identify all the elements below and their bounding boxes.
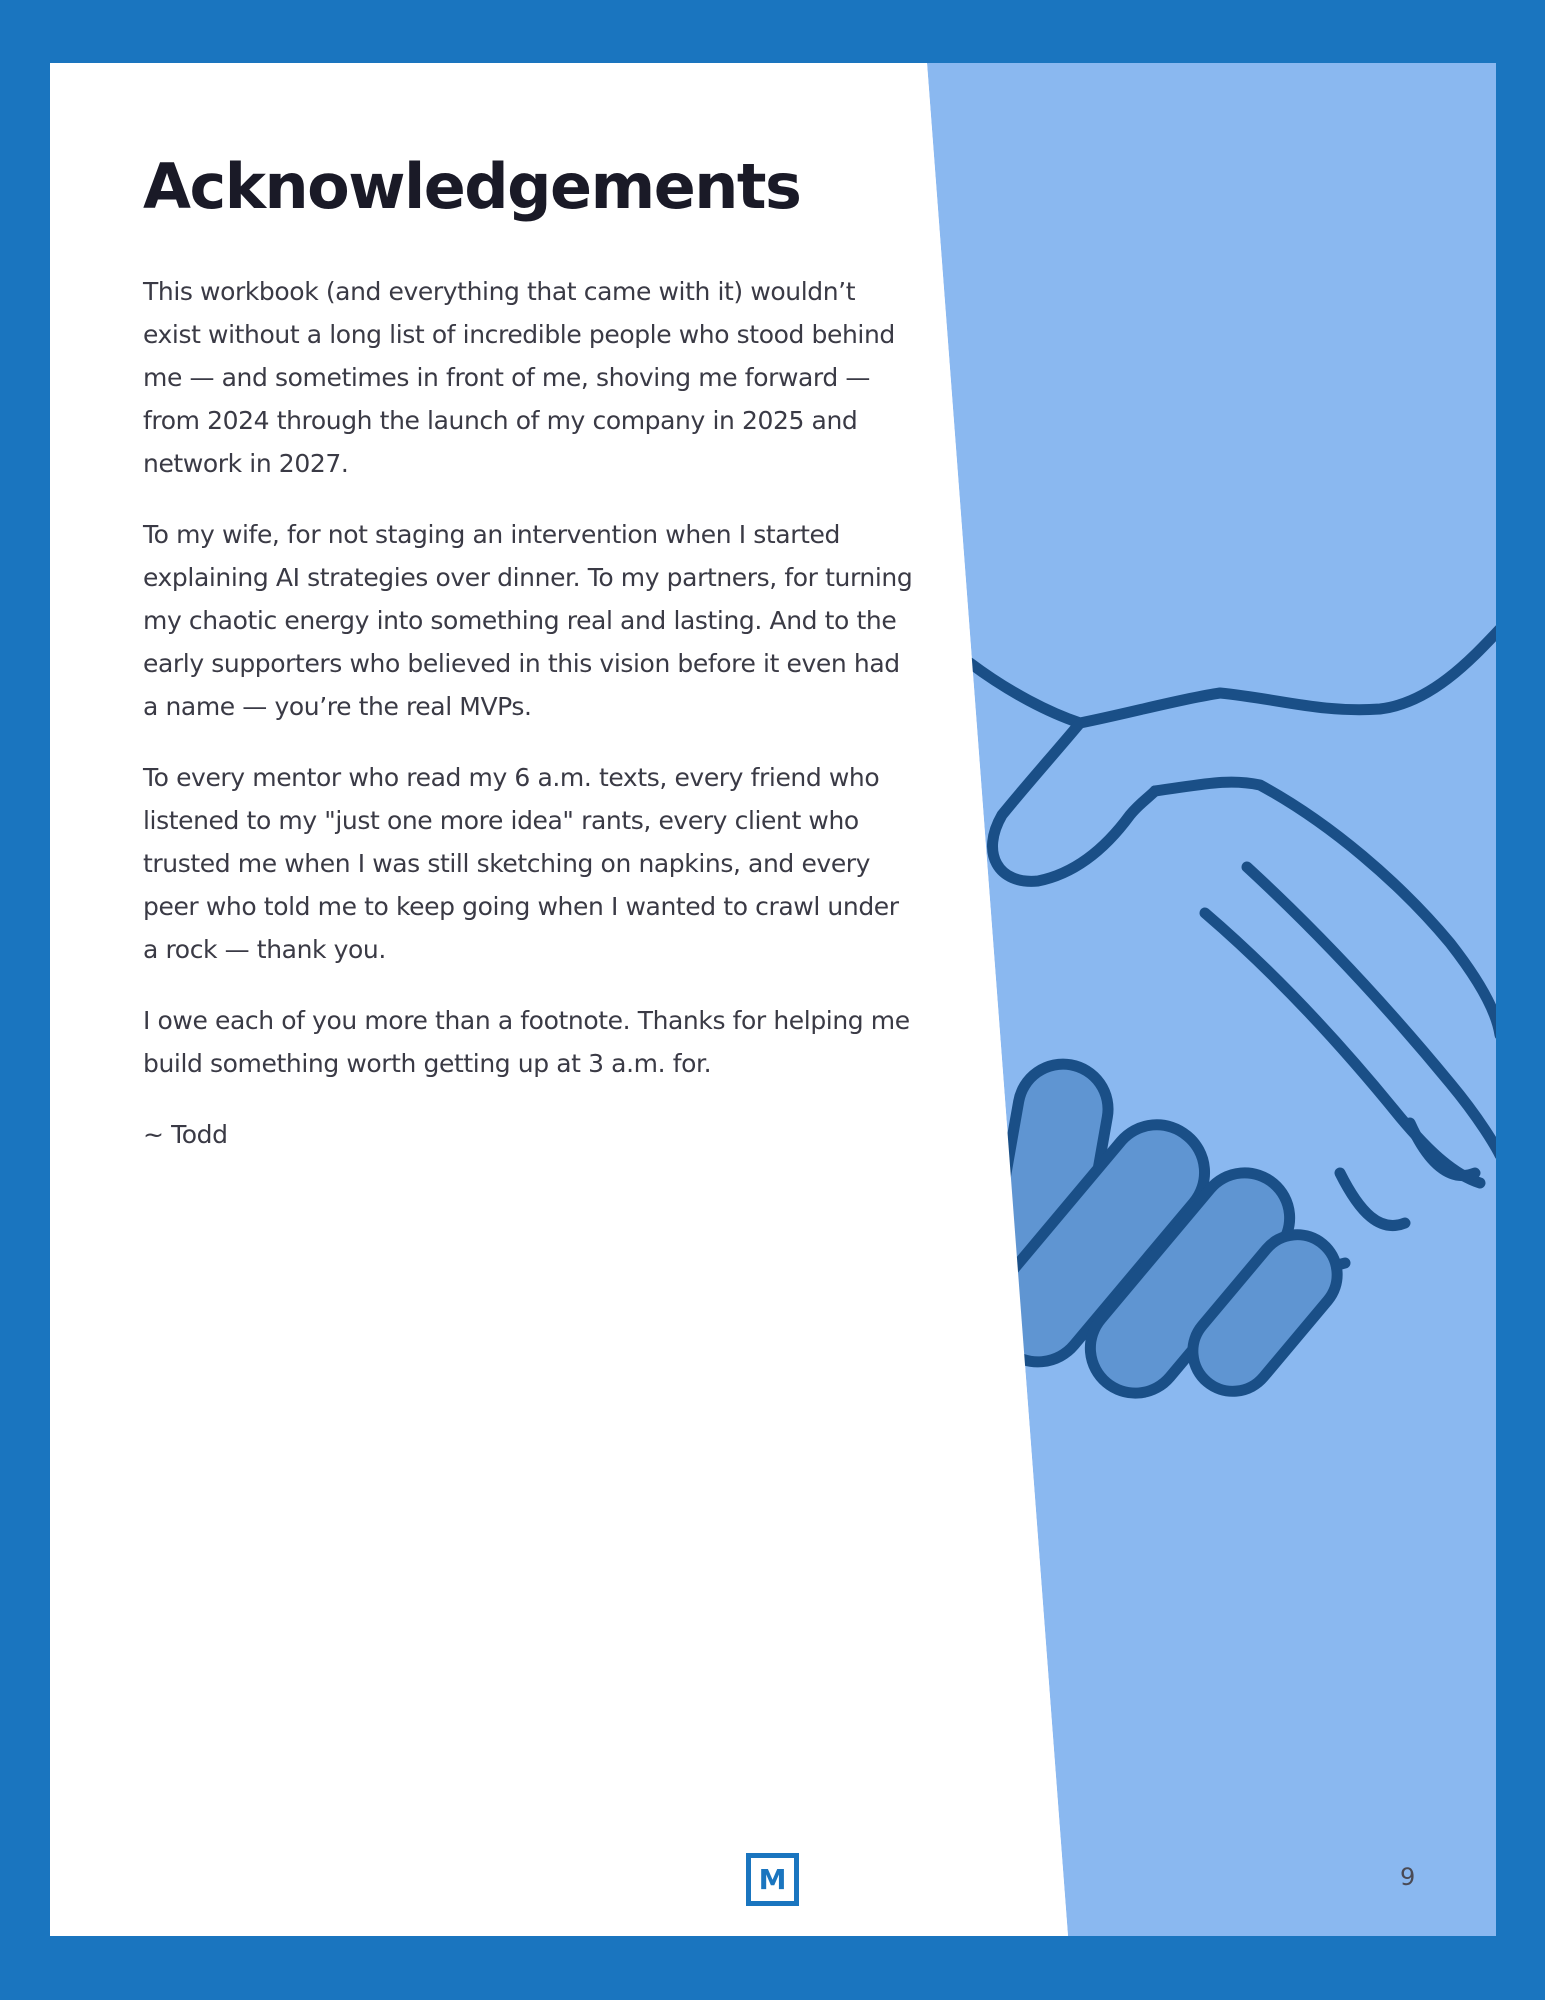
logo-letter: M xyxy=(758,1863,787,1896)
paragraph-1: This workbook (and everything that came with it) wouldn’t exist without a long list of incredible people who stood behind me — and sometimes in front of me, shoving me forward — from 2024 through the launch of my company in 2025 and network in 2027. xyxy=(143,276,895,478)
page-title: Acknowledgements xyxy=(143,150,801,223)
page-number: 9 xyxy=(1400,1863,1416,1891)
brand-logo xyxy=(746,1853,799,1906)
paragraph-3: To every mentor who read my 6 a.m. texts, every friend who listened to my "just one more idea" rants, every client who trusted me when I was still sketching on napkins, and every peer who told me to keep going when I wanted to crawl under a rock — thank you. xyxy=(143,762,899,964)
paragraph-4: I owe each of you more than a footnote. Thanks for helping me build something worth getting up at 3 a.m. for. xyxy=(143,1005,910,1078)
document-page xyxy=(50,63,1496,1936)
paragraph-2: To my wife, for not staging an intervention when I started explaining AI strategies over dinner. To my partners, for turning my chaotic energy into something real and lasting. And to the early supporters who believed in this vision before it even had a name — you’re the real MVPs. xyxy=(143,519,913,721)
acknowledgements-section xyxy=(143,148,913,1184)
signature: ~ Todd xyxy=(143,1119,228,1149)
